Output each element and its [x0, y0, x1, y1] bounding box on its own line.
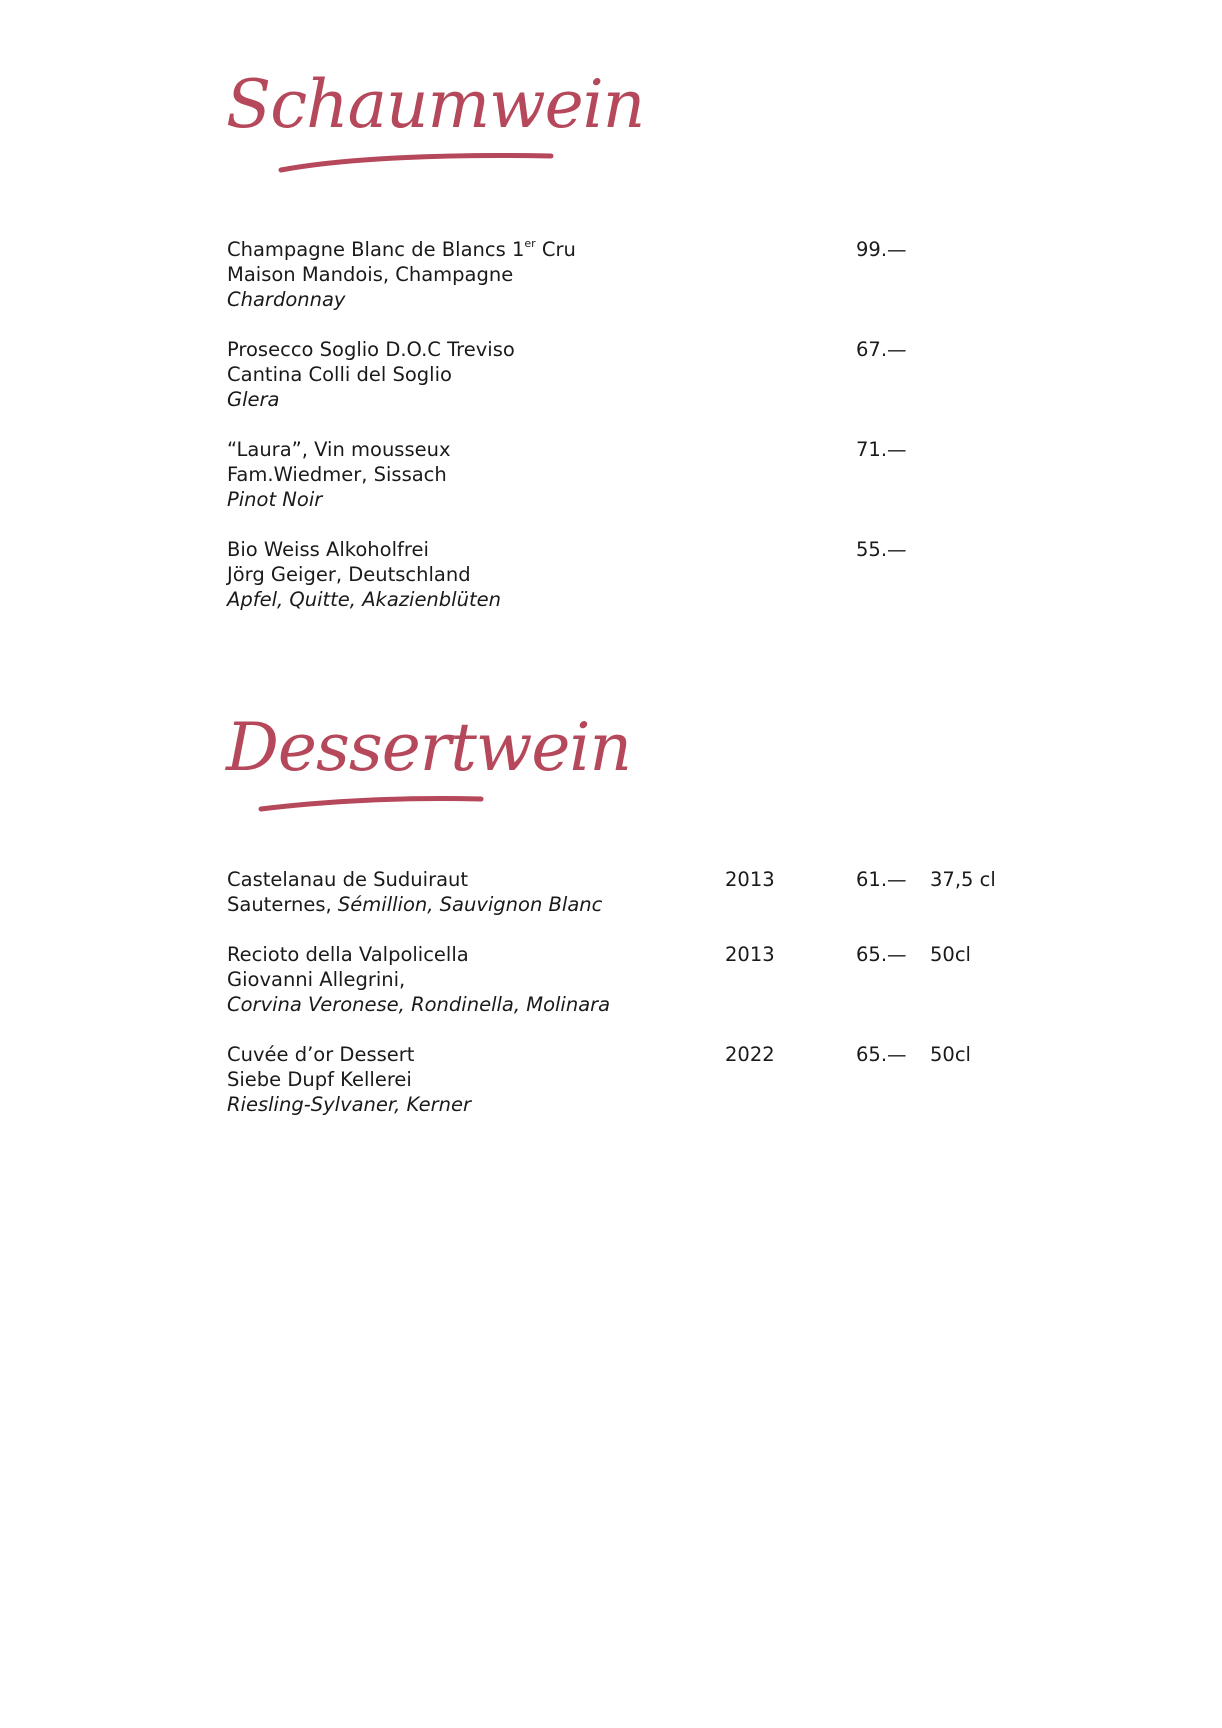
- wine-producer: Cantina Colli del Soglio: [227, 363, 452, 386]
- wine-producer: Jörg Geiger, Deutschland: [227, 563, 471, 586]
- wine-producer: Fam.Wiedmer, Sissach: [227, 463, 447, 486]
- wine-name: Cuvée d’or Dessert: [227, 1043, 415, 1066]
- wine-item: [227, 942, 1027, 1017]
- underline-swash-icon: [226, 787, 526, 817]
- wine-size: 50cl: [930, 1043, 971, 1066]
- wine-price: 61.—: [856, 868, 907, 891]
- wine-producer: Maison Mandois, Champagne: [227, 263, 514, 286]
- wine-item: [227, 437, 1027, 512]
- wine-price: 99.—: [856, 238, 907, 261]
- wine-region-grapes: [227, 892, 1027, 917]
- wine-producer: Giovanni Allegrini,: [227, 968, 406, 991]
- wine-grapes: Glera: [227, 388, 280, 411]
- underline-swash-icon: [226, 148, 556, 178]
- wine-name: Recioto della Valpolicella: [227, 943, 469, 966]
- wine-name: “Laura”, Vin mousseux: [227, 438, 451, 461]
- wine-price: 55.—: [856, 538, 907, 561]
- wine-name: Prosecco Soglio D.O.C Treviso: [227, 338, 515, 361]
- wine-price: 65.—: [856, 1043, 907, 1066]
- wine-size: 50cl: [930, 943, 971, 966]
- wine-vintage: 2013: [725, 943, 775, 966]
- wine-vintage: 2013: [725, 868, 775, 891]
- wine-item: [227, 337, 1027, 412]
- wine-grapes: Riesling-Sylvaner, Kerner: [227, 1093, 472, 1116]
- wine-grapes: Chardonnay: [227, 288, 346, 311]
- wine-item: [227, 867, 1027, 917]
- section-heading-dessertwein: [226, 709, 632, 786]
- wine-price: 65.—: [856, 943, 907, 966]
- wine-price: 67.—: [856, 338, 907, 361]
- wine-grapes: Corvina Veronese, Rondinella, Molinara: [227, 993, 611, 1016]
- wine-item: [227, 237, 1027, 312]
- wine-vintage: 2022: [725, 1043, 775, 1066]
- wine-producer: Siebe Dupf Kellerei: [227, 1068, 412, 1091]
- wine-name: Bio Weiss Alkoholfrei: [227, 538, 429, 561]
- wine-region: Sauternes,: [227, 893, 338, 916]
- section-heading-schaumwein: [226, 66, 645, 143]
- section-title: Schaumwein: [226, 66, 645, 143]
- section-title: Dessertwein: [226, 709, 632, 786]
- wine-price: 71.—: [856, 438, 907, 461]
- wine-grapes: Pinot Noir: [227, 488, 323, 511]
- wine-grapes: Sémillion, Sauvignon Blanc: [337, 893, 603, 916]
- wine-grapes: Apfel, Quitte, Akazienblüten: [227, 588, 501, 611]
- wine-name: Champagne Blanc de Blancs 1er Cru: [227, 236, 576, 261]
- wine-size: 37,5 cl: [930, 868, 996, 891]
- wine-name: Castelanau de Suduiraut: [227, 868, 469, 891]
- wine-item: [227, 1042, 1027, 1117]
- wine-item: [227, 537, 1027, 612]
